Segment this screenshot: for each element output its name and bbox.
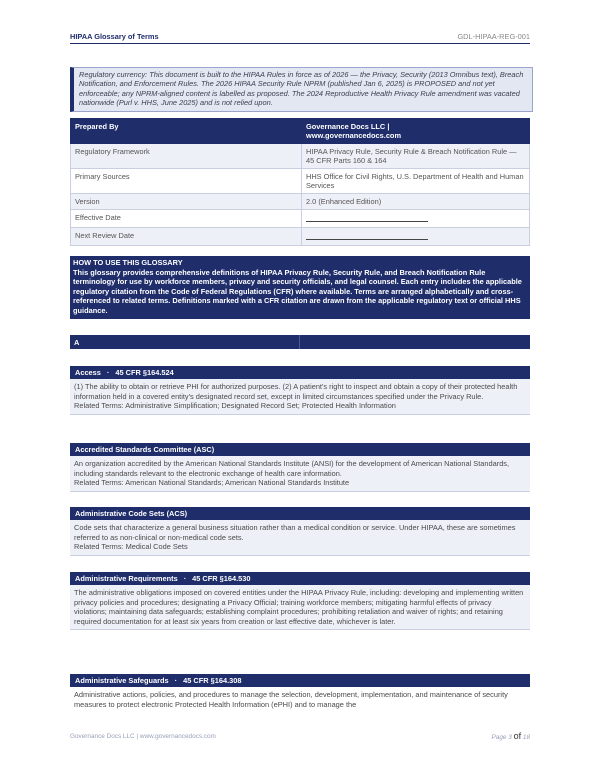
metadata-label: Next Review Date — [71, 228, 302, 246]
glossary-definition — [70, 687, 530, 712]
section-letter-bar — [70, 335, 530, 349]
prepared-by-website: www.governancedocs.com — [306, 131, 402, 140]
glossary-term: Administrative Requirements — [75, 574, 178, 583]
glossary-term-bar — [70, 572, 530, 585]
glossary-definition — [70, 585, 530, 630]
metadata-value — [302, 228, 530, 246]
glossary-definition — [70, 520, 530, 556]
definition-text: (1) The ability to obtain or retrieve PHI for authorized purposes. (2) A patient's right to inspect and obtain a copy of their protected health information held in a covered entity's designated record set, except in limited circumstances specified under the Privacy Rule. — [74, 382, 518, 401]
definition-text: The administrative obligations imposed on covered entities under the HIPAA Privacy Rule, including: developing and implementing written privacy policies and procedures; designating a Privacy Official; training workforce members; mitigating harmful effects of privacy violations; maintaining data safeguards; establishing complaint procedures; prohibiting retaliation and waiver of rights; and retaining required documentation for at least six years from creation or last effective date, whichever is later. — [74, 588, 524, 626]
how-to-use-box — [70, 256, 530, 319]
glossary-entry — [70, 366, 530, 415]
related-terms: Related Terms: Medical Code Sets — [74, 542, 188, 552]
total-pages: 18 — [522, 734, 530, 741]
metadata-value: 2.0 (Enhanced Edition) — [302, 194, 530, 210]
glossary-entry — [70, 572, 530, 630]
glossary-citation: 45 CFR §164.530 — [192, 574, 251, 583]
prepared-by-label: Prepared By — [71, 119, 302, 144]
metadata-value: HIPAA Privacy Rule, Security Rule & Breach Notification Rule — 45 CFR Parts 160 & 164 — [302, 144, 530, 169]
metadata-label: Primary Sources — [71, 169, 302, 194]
effective-date-blank-line — [306, 213, 428, 222]
page-word: Page — [491, 734, 507, 741]
document-metadata-table — [70, 118, 530, 246]
glossary-citation: 45 CFR §164.524 — [115, 368, 174, 377]
glossary-definition — [70, 379, 530, 415]
glossary-term: Administrative Code Sets (ACS) — [75, 509, 188, 518]
glossary-entry — [70, 674, 530, 712]
glossary-term: Administrative Safeguards — [75, 676, 169, 685]
citation-separator: · — [174, 676, 178, 685]
definition-text: Code sets that characterize a general business situation rather than a medical condition or service. Under HIPAA, these are sometimes referred to as non-clinical or non-medical code sets. — [74, 523, 516, 542]
citation-separator: · — [183, 574, 187, 583]
glossary-entry — [70, 443, 530, 492]
glossary-entry — [70, 507, 530, 556]
glossary-term-bar — [70, 443, 530, 456]
page-footer — [70, 731, 530, 743]
glossary-term-bar — [70, 366, 530, 379]
footer-company: Governance Docs LLC | www.governancedocs.com — [70, 733, 216, 740]
definition-text: An organization accredited by the American National Standards Institute (ANSI) for the development of American National Standards, including standards relevant to the electronic exchange of health care information. — [74, 459, 510, 478]
glossary-term: Accredited Standards Committee (ASC) — [75, 445, 215, 454]
section-bar-divider — [299, 335, 300, 349]
related-terms: Related Terms: American National Standards; American National Standards Institute — [74, 478, 350, 488]
metadata-row — [71, 210, 530, 228]
section-letter: A — [74, 338, 80, 347]
metadata-label: Version — [71, 194, 302, 210]
definition-text: Administrative actions, policies, and procedures to manage the selection, development, implementation, and maintenance of security measures to protect electronic Protected Health Information (ePHI) and to manage the — [74, 690, 508, 709]
metadata-label: Effective Date — [71, 210, 302, 228]
how-to-use-title: HOW TO USE THIS GLOSSARY — [73, 258, 183, 267]
metadata-label: Regulatory Framework — [71, 144, 302, 169]
metadata-header-row — [71, 119, 530, 144]
current-page: 3 — [508, 734, 512, 741]
of-word: of — [513, 731, 522, 741]
metadata-value — [302, 210, 530, 228]
document-title: HIPAA Glossary of Terms — [70, 32, 159, 41]
glossary-term-bar — [70, 674, 530, 687]
page-header — [70, 31, 530, 44]
prepared-by-company: Governance Docs LLC | — [306, 122, 390, 131]
glossary-citation: 45 CFR §164.308 — [183, 676, 242, 685]
how-to-use-body: This glossary provides comprehensive definitions of HIPAA Privacy Rule, Security Rule, and Breach Notification Rule terminology for use by workforce members, privacy and security officials, and legal counsel. Each entry includes the applicable regulatory citation from the Code of Federal Regulations (CFR) where available. Terms are arranged alphabetically and cross-referenced to related terms. Definitions marked with a CFR citation are drawn from the applicable regulatory text or official HHS guidance. — [73, 267, 522, 315]
related-terms: Related Terms: Administrative Simplification; Designated Record Set; Protected Health Information — [74, 401, 396, 411]
metadata-row — [71, 144, 530, 169]
regulatory-currency-notice: Regulatory currency: This document is built to the HIPAA Rules in force as of 2026 — the Privacy, Security (2013 Omnibus text), Breach Notification, and Enforcement Rules. The 2026 HIPAA Security Rule NPRM (published Jan 6, 2025) is PROPOSED and not yet enforceable; any NPRM-aligned content is labelled as proposed. The 2024 Reproductive Health Privacy Rule amendment was vacated nationwide (Purl v. HHS, June 2025) and is not relied upon. — [70, 67, 533, 112]
citation-separator: · — [106, 368, 110, 377]
metadata-row — [71, 169, 530, 194]
metadata-row — [71, 194, 530, 210]
metadata-row — [71, 228, 530, 246]
metadata-value: HHS Office for Civil Rights, U.S. Department of Health and Human Services — [302, 169, 530, 194]
glossary-definition — [70, 456, 530, 492]
prepared-by-value — [302, 119, 530, 144]
glossary-term: Access — [75, 368, 101, 377]
review-date-blank-line — [306, 231, 428, 240]
page-number — [492, 731, 530, 741]
document-code: GDL-HIPAA-REG-001 — [457, 32, 530, 41]
glossary-term-bar — [70, 507, 530, 520]
